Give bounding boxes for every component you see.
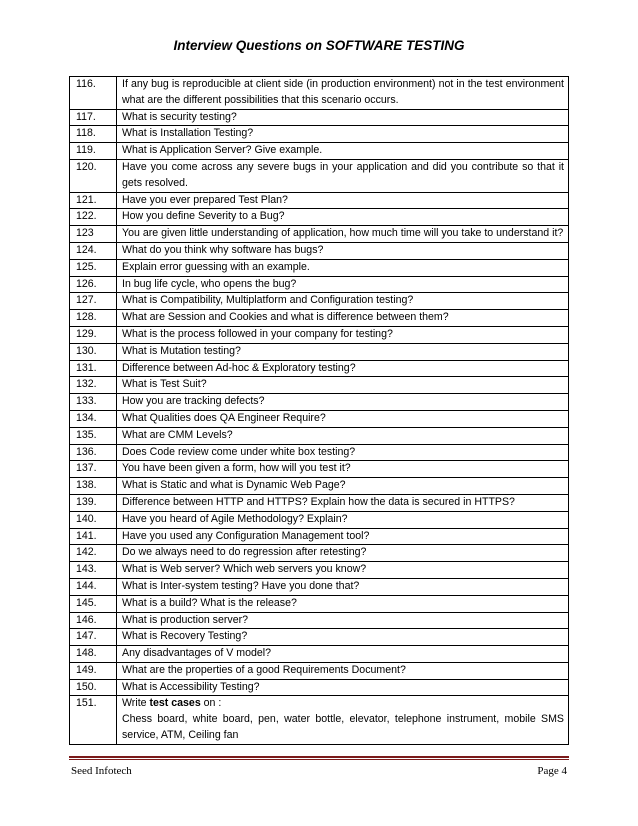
question-text: What is Web server? Which web servers you know? <box>117 562 569 579</box>
question-number: 120. <box>70 159 117 192</box>
question-text: Does Code review come under white box testing? <box>117 444 569 461</box>
question-text: What are the properties of a good Requirements Document? <box>117 662 569 679</box>
question-text: What Qualities does QA Engineer Require? <box>117 410 569 427</box>
question-number: 139. <box>70 494 117 511</box>
question-number: 129. <box>70 326 117 343</box>
footer-divider <box>69 756 569 758</box>
question-text-prefix: Write <box>122 697 150 710</box>
question-text: How you define Severity to a Bug? <box>117 209 569 226</box>
question-text: Any disadvantages of V model? <box>117 646 569 663</box>
question-text: How you are tracking defects? <box>117 394 569 411</box>
table-row <box>70 293 569 310</box>
question-text: Do we always need to do regression after retesting? <box>117 545 569 562</box>
question-number: 144. <box>70 578 117 595</box>
footer-page-number: Page 4 <box>537 765 567 777</box>
question-text: What is security testing? <box>117 109 569 126</box>
question-number: 138. <box>70 478 117 495</box>
table-row <box>70 528 569 545</box>
footer-divider-thin <box>69 759 569 760</box>
question-text <box>117 696 569 744</box>
question-number: 124. <box>70 242 117 259</box>
table-row <box>70 545 569 562</box>
question-text: Difference between Ad-hoc & Exploratory testing? <box>117 360 569 377</box>
table-row <box>70 696 569 744</box>
table-row <box>70 562 569 579</box>
question-text: What is production server? <box>117 612 569 629</box>
question-text: Have you come across any severe bugs in your application and did you contribute so that it gets resolved. <box>117 159 569 192</box>
table-row <box>70 394 569 411</box>
questions-table <box>69 76 569 745</box>
question-text: What are CMM Levels? <box>117 427 569 444</box>
table-row <box>70 444 569 461</box>
table-row <box>70 326 569 343</box>
question-text: Explain error guessing with an example. <box>117 259 569 276</box>
question-text-line2: Chess board, white board, pen, water bottle, elevator, telephone instrument, mobile SMS service, ATM, Ceiling fan <box>122 713 564 742</box>
question-number: 135. <box>70 427 117 444</box>
question-number: 140. <box>70 511 117 528</box>
question-number: 130. <box>70 343 117 360</box>
table-row <box>70 343 569 360</box>
table-row <box>70 595 569 612</box>
question-number: 149. <box>70 662 117 679</box>
question-number: 122. <box>70 209 117 226</box>
question-text: Have you ever prepared Test Plan? <box>117 192 569 209</box>
question-text: If any bug is reproducible at client side (in production environment) not in the test environment what are the different possibilities that this scenario occurs. <box>117 77 569 110</box>
question-number: 148. <box>70 646 117 663</box>
question-text: What is Application Server? Give example. <box>117 143 569 160</box>
table-row <box>70 242 569 259</box>
table-row <box>70 377 569 394</box>
question-number: 147. <box>70 629 117 646</box>
table-row <box>70 410 569 427</box>
table-row <box>70 77 569 110</box>
question-number: 133. <box>70 394 117 411</box>
question-text: What is Test Suit? <box>117 377 569 394</box>
question-text: What is Static and what is Dynamic Web Page? <box>117 478 569 495</box>
question-text: You have been given a form, how will you test it? <box>117 461 569 478</box>
question-number: 142. <box>70 545 117 562</box>
table-row <box>70 226 569 243</box>
table-row <box>70 629 569 646</box>
question-number: 125. <box>70 259 117 276</box>
table-row <box>70 310 569 327</box>
table-row <box>70 612 569 629</box>
question-number: 116. <box>70 77 117 110</box>
table-row <box>70 360 569 377</box>
question-text: What is Accessibility Testing? <box>117 679 569 696</box>
question-number: 146. <box>70 612 117 629</box>
question-text: What is a build? What is the release? <box>117 595 569 612</box>
question-text: What is Inter-system testing? Have you done that? <box>117 578 569 595</box>
question-text: What is Mutation testing? <box>117 343 569 360</box>
questions-table-body <box>70 77 569 745</box>
question-number: 137. <box>70 461 117 478</box>
page-title: Interview Questions on SOFTWARE TESTING <box>173 38 465 53</box>
question-text: What is Recovery Testing? <box>117 629 569 646</box>
question-number: 150. <box>70 679 117 696</box>
question-number: 136. <box>70 444 117 461</box>
question-number: 132. <box>70 377 117 394</box>
question-number: 151. <box>70 696 117 744</box>
question-text-suffix: on : <box>200 697 222 710</box>
table-row <box>70 192 569 209</box>
footer-company: Seed Infotech <box>71 765 132 777</box>
table-row <box>70 209 569 226</box>
table-row <box>70 143 569 160</box>
question-number: 126. <box>70 276 117 293</box>
table-row <box>70 646 569 663</box>
question-text: Have you heard of Agile Methodology? Explain? <box>117 511 569 528</box>
table-row <box>70 109 569 126</box>
question-text: What is the process followed in your company for testing? <box>117 326 569 343</box>
question-text: What are Session and Cookies and what is difference between them? <box>117 310 569 327</box>
table-row <box>70 276 569 293</box>
question-number: 127. <box>70 293 117 310</box>
question-text: Have you used any Configuration Management tool? <box>117 528 569 545</box>
table-row <box>70 159 569 192</box>
question-text: What is Installation Testing? <box>117 126 569 143</box>
table-row <box>70 662 569 679</box>
question-number: 134. <box>70 410 117 427</box>
question-number: 141. <box>70 528 117 545</box>
question-text-bold: test cases <box>149 697 201 710</box>
table-row <box>70 511 569 528</box>
table-row <box>70 494 569 511</box>
table-row <box>70 679 569 696</box>
table-row <box>70 478 569 495</box>
question-text: What is Compatibility, Multiplatform and Configuration testing? <box>117 293 569 310</box>
question-number: 123 <box>70 226 117 243</box>
question-text: You are given little understanding of application, how much time will you take to understand it? <box>117 226 569 243</box>
question-number: 119. <box>70 143 117 160</box>
question-text: Difference between HTTP and HTTPS? Explain how the data is secured in HTTPS? <box>117 494 569 511</box>
question-number: 118. <box>70 126 117 143</box>
table-row <box>70 461 569 478</box>
table-row <box>70 259 569 276</box>
question-number: 121. <box>70 192 117 209</box>
question-number: 117. <box>70 109 117 126</box>
question-number: 143. <box>70 562 117 579</box>
table-row <box>70 578 569 595</box>
table-row <box>70 427 569 444</box>
question-text: In bug life cycle, who opens the bug? <box>117 276 569 293</box>
question-number: 145. <box>70 595 117 612</box>
table-row <box>70 126 569 143</box>
question-number: 128. <box>70 310 117 327</box>
question-number: 131. <box>70 360 117 377</box>
question-text: What do you think why software has bugs? <box>117 242 569 259</box>
